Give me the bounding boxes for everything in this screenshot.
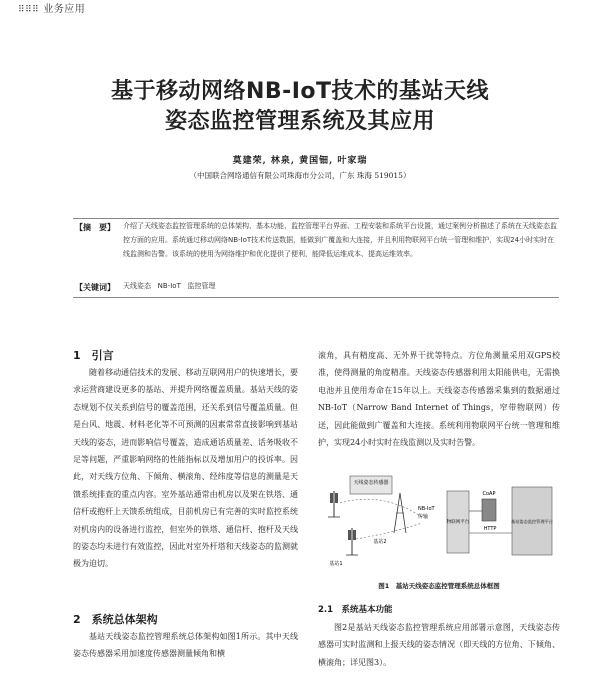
section-dots-icon: ⠿⠿⠿ xyxy=(18,5,40,15)
section-2-1-text: 图2是基站天线姿态监控管理系统应用部署示意图，天线姿态传感器可实时监测和上报天线的姿态情况（即天线的方位角、下倾角、横滚角；详见图3）。 xyxy=(318,623,560,667)
authors: 莫建荣, 林泉, 黄国钿, 叶家瑞 xyxy=(232,156,368,166)
monitor-platform-label: 基站姿态监控管理平台 xyxy=(511,519,553,524)
abstract-bottom-rule xyxy=(73,297,559,298)
station-2-label: 基站2 xyxy=(373,539,387,545)
antenna-1-icon xyxy=(328,491,340,517)
section-label: 业务应用 xyxy=(43,4,86,15)
coap-label: CoAP xyxy=(482,491,496,497)
title-line-2: 姿态监控管理系统及其应用 xyxy=(164,109,435,134)
transport-label: 传输 xyxy=(418,514,429,520)
figure-1-diagram xyxy=(322,473,558,573)
figure-1 xyxy=(322,473,558,573)
abstract-label: 【摘 要】 xyxy=(75,222,115,232)
keywords-label: 【关键词】 xyxy=(75,282,115,292)
section-tag xyxy=(18,0,85,15)
section-2-heading: 2 系统总体架构 xyxy=(73,613,158,626)
title-line-1: 基于移动网络NB-IoT技术的基站天线 xyxy=(110,79,490,104)
affiliation: （中国联合网络通信有限公司珠海市分公司，广东 珠海 519015） xyxy=(189,171,411,180)
section-1-heading: 1 引言 xyxy=(73,349,114,362)
server-icon xyxy=(482,499,496,521)
abstract-box xyxy=(73,218,559,298)
figure-1-caption: 图1 基站天线姿态监控管理系统总体框图 xyxy=(378,582,500,590)
section-1-text: 随着移动通信技术的发展、移动互联网用户的快速增长，要求运营商建设更多的基站、并提升网络覆盖质量。基站天线的姿态规划不仅关系到信号的覆盖范围，还关系到信号覆盖质量。但是台风、地震、材料老化等不可预测的因素常常直接影响到基站天线的姿态，进而影响信号覆盖，造成通话质量差、话务吸收不足等问题，严重影响网络的性能指标以及增加用户的投诉率。因此，对天线方位角、下倾角、横滚角、经纬度等信息的测量是天馈系统排查的重点内容。室外基站通常由机房以及架在铁塔、通信杆或抱杆上天馈系统组成，目前机房已有完善的实时监控系统对机房内的设备进行监控，但室外的铁塔、通信杆、抱杆及天线的姿态均未进行有效监控，因此对室外杆塔和天线姿态的监测就极为迫切。 xyxy=(73,368,298,569)
right-col-text: 滚角，具有精度高、无外界干扰等特点。方位角测量采用双GPS校准，使得测量的角度精准。天线姿态传感器利用太阳能供电，无需换电池并且使用寿命在15年以上。天线姿态传感器采集到的数据通过NB-IoT（Narrow Band Internet of Things，窄带物联网）传送，因此能做到广覆盖和大连接。系统利用物联网平台统一管理和维护，实现24小时实时在线监测以及实时告警。 xyxy=(318,351,560,448)
section-2-1-heading: 2.1 系统基本功能 xyxy=(318,605,393,615)
cell-tower-icon xyxy=(394,493,406,533)
http-label: HTTP xyxy=(483,526,497,532)
antenna-2-icon xyxy=(346,528,358,555)
nbiot-label: NB-IoT xyxy=(418,506,435,512)
station-1-label: 基站1 xyxy=(329,561,343,567)
iot-platform-label: 物联网平台 xyxy=(446,520,470,525)
sensor-label: 天线姿态传感器 xyxy=(353,480,389,486)
abstract-text: 介绍了天线姿态监控管理系统的总体架构、基本功能、监控管理平台界面、工程安装和系统平台设置，通过案例分析描述了系统在天线姿态监控方面的应用。系统通过移动网络NB-IoT技术传送数据，能做到广覆盖和大连接，并且利用物联网平台统一管理和维护，实现24小时实时在线监测和告警。该系统的使用为网络维护和优化提供了便利，能降低运维成本、提高运维效率。 xyxy=(123,222,557,258)
section-2-text: 基站天线姿态监控管理系统总体架构如图1所示。其中天线姿态传感器采用加速度传感器测量倾角和横 xyxy=(73,632,298,659)
keywords-text: 天线姿态 NB-IoT 监控管理 xyxy=(123,282,216,290)
